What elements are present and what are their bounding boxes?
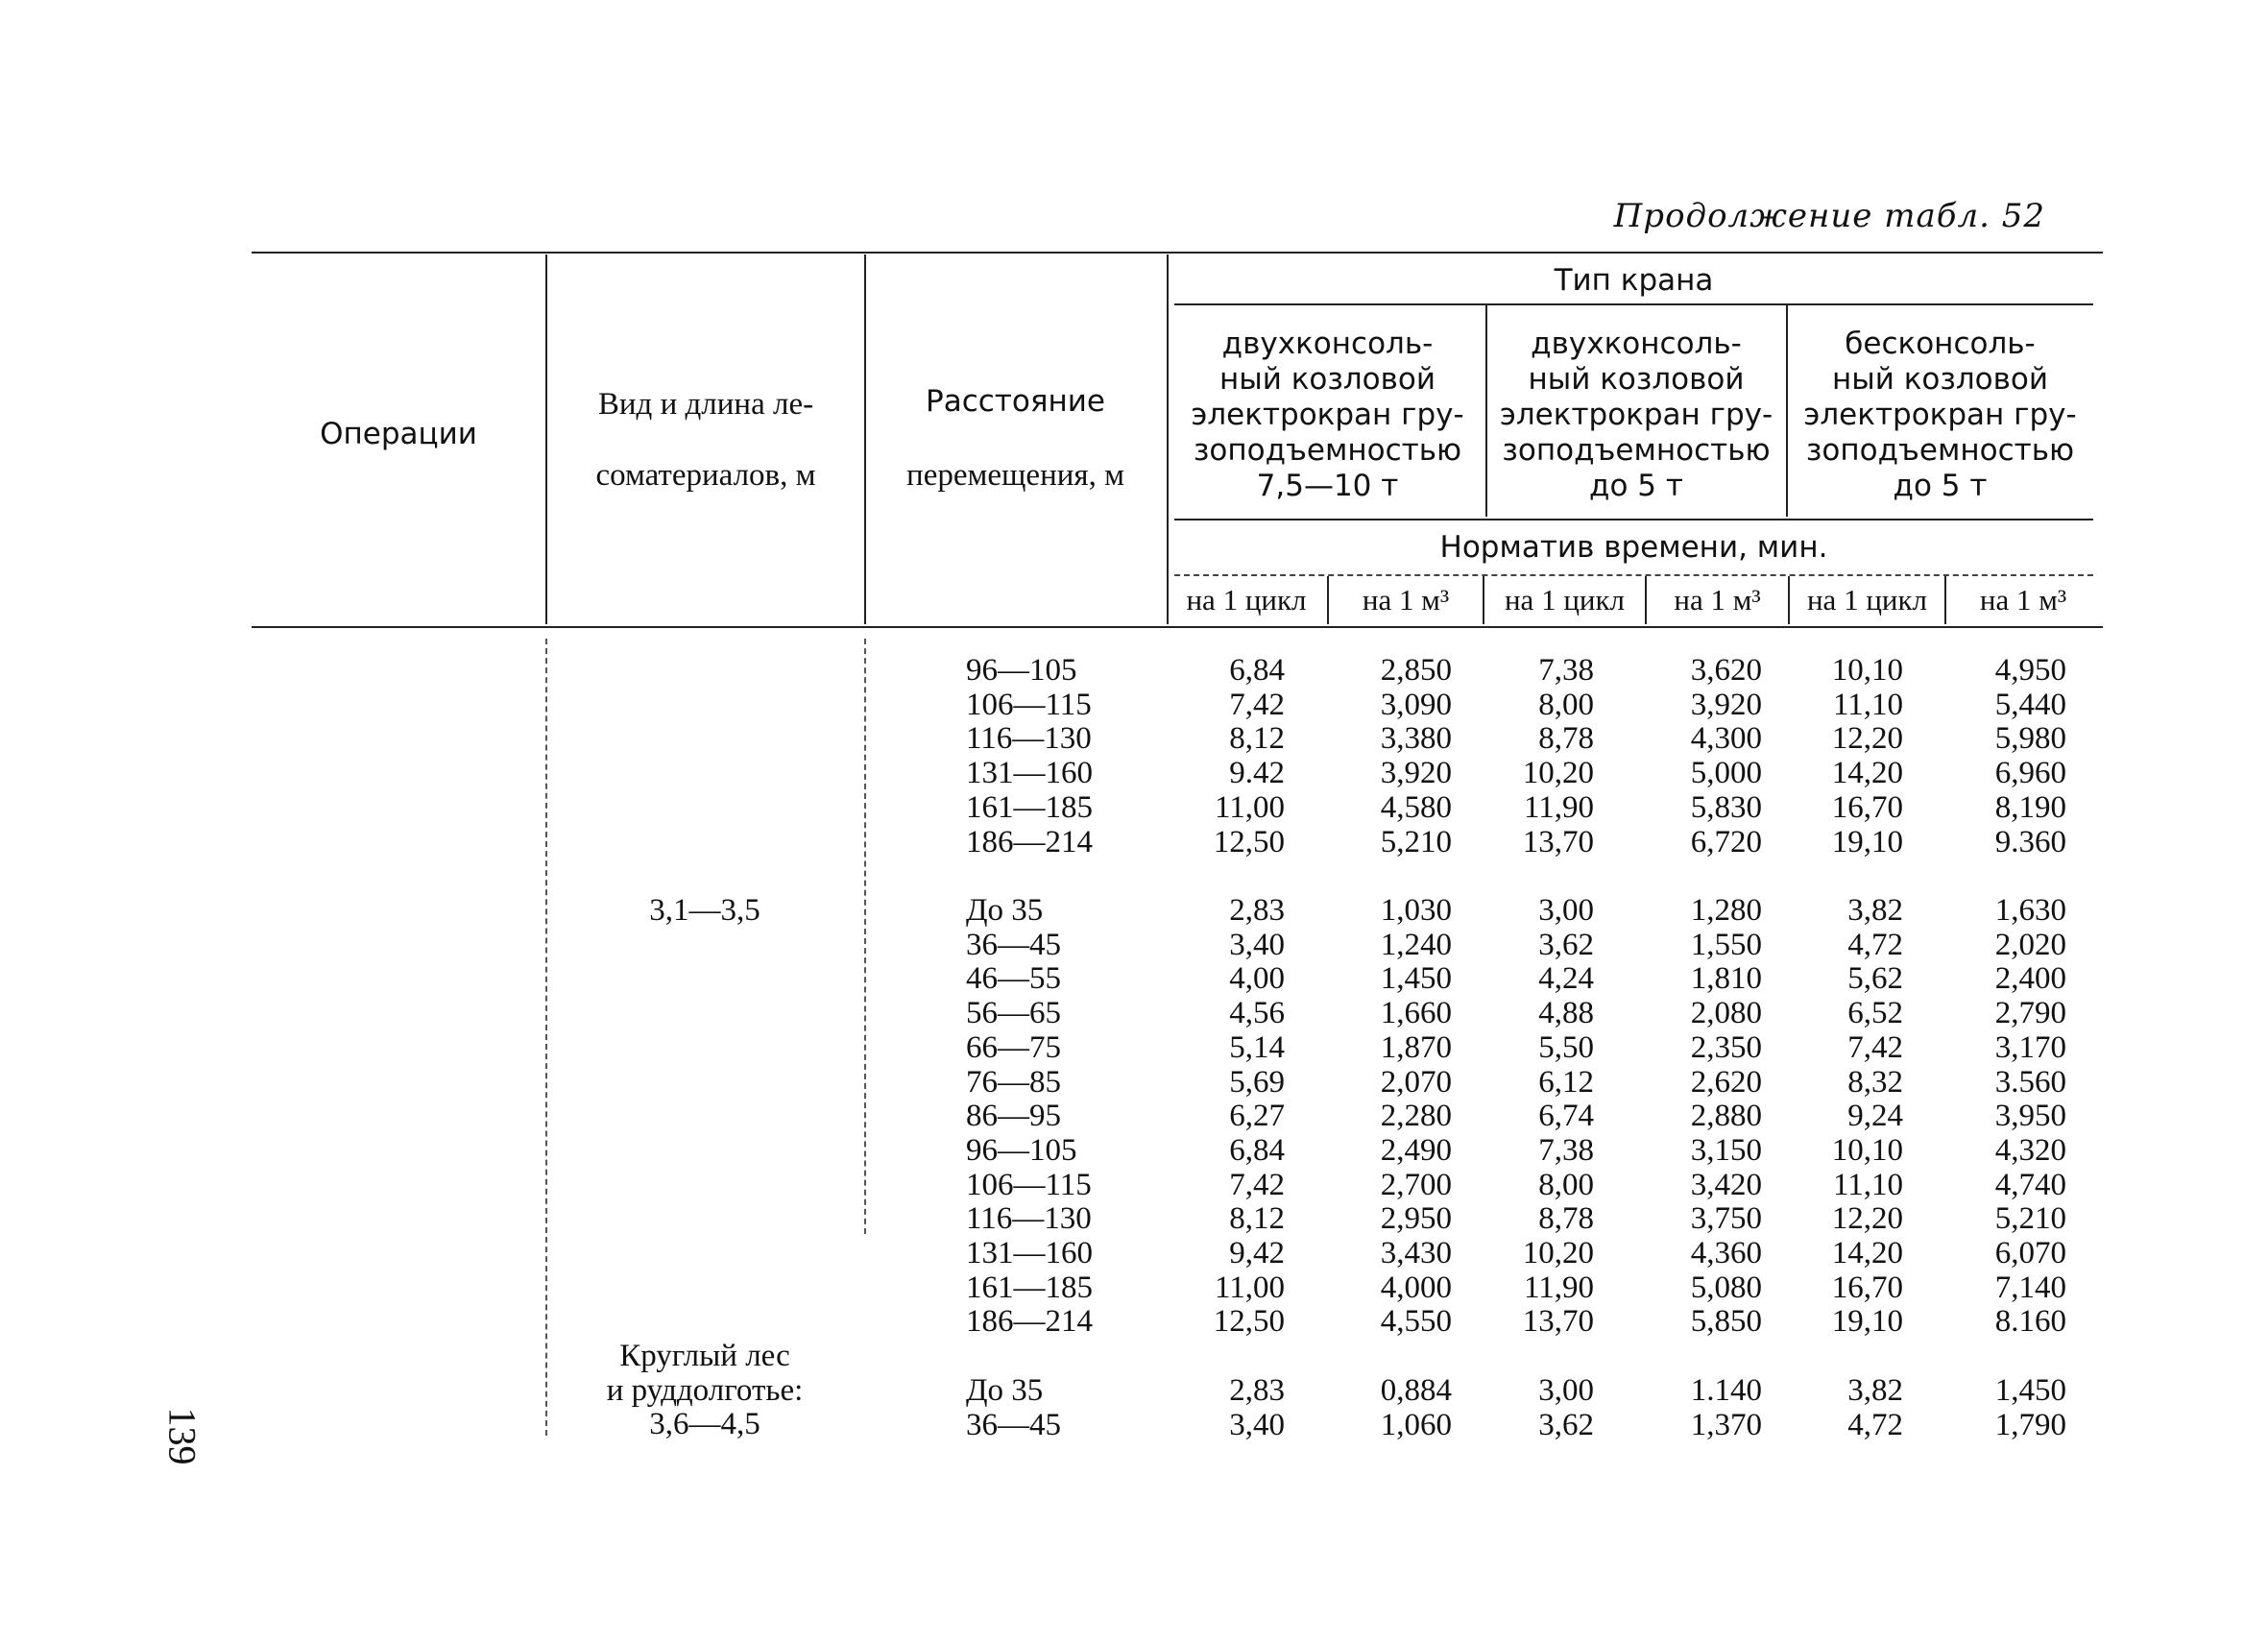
value-cell: 7,38 [1538, 653, 1594, 688]
value-cell: 6,070 [1994, 1236, 2066, 1270]
value-cell: 4,740 [1994, 1167, 2066, 1202]
value-cell: 12,20 [1831, 1201, 1903, 1237]
value-cell: 8,12 [1229, 721, 1285, 757]
value-cell: 1,550 [1690, 927, 1762, 962]
value-cell: 3,62 [1538, 1407, 1594, 1442]
value-cell: 11,10 [1832, 687, 1903, 722]
value-cell: 7,140 [1994, 1270, 2066, 1305]
crane2-line: зоподъемностью [1502, 433, 1771, 468]
crane3-line: бесконсоль- [1845, 327, 2036, 361]
value-cell: 3,40 [1229, 927, 1285, 962]
distance-cell: 106—115 [966, 1167, 1092, 1202]
value-cell: 4,950 [1994, 653, 2066, 688]
header-kind-line1: Вид и длина ле- [597, 387, 814, 422]
crane-divider-1 [1485, 305, 1487, 517]
value-cell: 4,000 [1380, 1270, 1452, 1305]
distance-cell: 116—130 [966, 1201, 1092, 1237]
value-cell: 7,42 [1847, 1029, 1903, 1065]
value-cell: 3,150 [1690, 1132, 1762, 1168]
value-cell: 6,84 [1229, 1132, 1285, 1168]
value-cell: 2,880 [1690, 1099, 1762, 1134]
value-cell: 3,920 [1380, 756, 1452, 791]
crane1-line: 7,5—10 т [1256, 469, 1399, 503]
col-divider-kind-body [864, 639, 866, 1234]
value-cell: 9.360 [1994, 824, 2066, 859]
distance-cell: 96—105 [966, 653, 1077, 688]
value-cell: 5,000 [1690, 756, 1762, 791]
value-cell: 1,630 [1994, 893, 2066, 928]
crane3-line: зоподъемностью [1805, 433, 2075, 468]
page-number: 139 [160, 1407, 205, 1465]
value-cell: 9,42 [1229, 1236, 1285, 1270]
distance-cell: 96—105 [966, 1132, 1077, 1168]
subheader-m3-1: на 1 м³ [1362, 583, 1450, 617]
value-cell: 8,78 [1538, 1201, 1594, 1237]
value-cell: 1,450 [1380, 961, 1452, 997]
crane-type-rule [1174, 303, 2093, 305]
value-cell: 2,350 [1690, 1029, 1762, 1065]
value-cell: 1,870 [1380, 1029, 1452, 1065]
value-cell: 3,380 [1380, 721, 1452, 757]
value-cell: 4,580 [1380, 789, 1452, 825]
distance-cell: 131—160 [966, 1236, 1093, 1270]
value-cell: 19,10 [1831, 824, 1903, 859]
value-cell: 6,84 [1229, 653, 1285, 688]
value-cell: 4,88 [1538, 996, 1594, 1031]
group-label: Круглый лес [619, 1339, 790, 1373]
crane-names-rule [1174, 519, 2093, 520]
crane-divider-2 [1786, 305, 1788, 517]
value-cell: 1,810 [1690, 961, 1762, 997]
value-cell: 3,950 [1994, 1099, 2066, 1134]
group-label: 3,1—3,5 [649, 893, 760, 928]
value-cell: 5,62 [1847, 961, 1903, 997]
value-cell: 3,40 [1229, 1407, 1285, 1442]
value-cell: 6,960 [1994, 756, 2066, 791]
distance-cell: 56—65 [966, 996, 1061, 1031]
value-cell: 2,700 [1380, 1167, 1452, 1202]
value-cell: 11,00 [1214, 1270, 1285, 1305]
value-cell: 5,850 [1690, 1304, 1762, 1340]
distance-cell: 76—85 [966, 1064, 1061, 1100]
value-cell: 7,42 [1229, 687, 1285, 722]
value-cell: 14,20 [1831, 1236, 1903, 1270]
crane2-line: до 5 т [1589, 469, 1683, 503]
value-cell: 11,90 [1523, 789, 1594, 825]
value-cell: 10,10 [1831, 653, 1903, 688]
subheader-m3-3: на 1 м³ [1979, 583, 2067, 617]
value-cell: 1,280 [1690, 893, 1762, 928]
value-cell: 4,300 [1690, 721, 1762, 757]
value-cell: 6,52 [1847, 996, 1903, 1031]
value-cell: 2,400 [1994, 961, 2066, 997]
crane1-line: электрокран гру- [1191, 398, 1464, 432]
value-cell: 4,360 [1690, 1236, 1762, 1270]
value-cell: 12,50 [1213, 1304, 1285, 1340]
table-top-rule [252, 252, 2103, 254]
distance-cell: 36—45 [966, 927, 1061, 962]
group-label: 3,6—4,5 [649, 1407, 760, 1442]
header-distance-line1: Расстояние [926, 384, 1105, 419]
value-cell: 10,10 [1831, 1132, 1903, 1168]
value-cell: 3,00 [1538, 893, 1594, 928]
distance-cell: 161—185 [966, 789, 1093, 825]
crane2-line: электрокран гру- [1499, 398, 1773, 432]
value-cell: 2,83 [1229, 893, 1285, 928]
value-cell: 4,56 [1229, 996, 1285, 1031]
header-distance-line2: перемещения, м [906, 458, 1124, 493]
value-cell: 4,72 [1847, 927, 1903, 962]
crane3-line: электрокран гру- [1803, 398, 2077, 432]
value-cell: 4,72 [1847, 1407, 1903, 1442]
value-cell: 3,420 [1690, 1167, 1762, 1202]
value-cell: 14,20 [1831, 756, 1903, 791]
value-cell: 1,370 [1690, 1407, 1762, 1442]
crane1-line: ный козловой [1218, 362, 1436, 397]
col-divider-operations-body [545, 639, 547, 1436]
crane2-line: двухконсоль- [1531, 327, 1742, 361]
value-cell: 3,00 [1538, 1373, 1594, 1408]
value-cell: 1,790 [1994, 1407, 2066, 1442]
distance-cell: 46—55 [966, 961, 1061, 997]
value-cell: 1,060 [1380, 1407, 1452, 1442]
value-cell: 7,38 [1538, 1132, 1594, 1168]
col-divider-distance [1167, 254, 1169, 624]
value-cell: 3,170 [1994, 1029, 2066, 1065]
value-cell: 5,080 [1690, 1270, 1762, 1305]
value-cell: 2,950 [1380, 1201, 1452, 1237]
value-cell: 5,14 [1229, 1029, 1285, 1065]
value-cell: 3,82 [1847, 893, 1903, 928]
value-cell: 3,430 [1380, 1236, 1452, 1270]
value-cell: 10,20 [1522, 756, 1594, 791]
value-cell: 19,10 [1831, 1304, 1903, 1340]
value-cell: 16,70 [1831, 1270, 1903, 1305]
value-cell: 6,12 [1538, 1064, 1594, 1100]
distance-cell: 86—95 [966, 1099, 1061, 1134]
value-cell: 11,00 [1214, 789, 1285, 825]
value-cell: 8,190 [1994, 789, 2066, 825]
value-cell: 6,720 [1690, 824, 1762, 859]
value-cell: 16,70 [1831, 789, 1903, 825]
crane2-line: ный козловой [1528, 362, 1745, 397]
value-cell: 5,440 [1994, 687, 2066, 722]
col-divider-operations [545, 254, 547, 624]
value-cell: 9.42 [1229, 756, 1285, 791]
distance-cell: До 35 [966, 893, 1044, 928]
header-crane-type: Тип крана [1554, 263, 1714, 298]
value-cell: 13,70 [1522, 1304, 1594, 1340]
header-crane-2 [1488, 327, 1784, 504]
value-cell: 8,00 [1538, 687, 1594, 722]
header-operations: Операции [320, 417, 477, 451]
value-cell: 10,20 [1522, 1236, 1594, 1270]
crane3-line: до 5 т [1893, 469, 1988, 503]
value-cell: 5,50 [1538, 1029, 1594, 1065]
value-cell: 3,750 [1690, 1201, 1762, 1237]
value-cell: 4,320 [1994, 1132, 2066, 1168]
header-norm: Норматив времени, мин. [1439, 530, 1828, 565]
value-cell: 3,090 [1380, 687, 1452, 722]
norm-rule [1174, 574, 2093, 576]
value-cell: 1,030 [1380, 893, 1452, 928]
value-cell: 8.160 [1994, 1304, 2066, 1340]
value-cell: 2,620 [1690, 1064, 1762, 1100]
value-cell: 9,24 [1847, 1099, 1903, 1134]
header-bottom-rule [252, 626, 2103, 628]
value-cell: 1,660 [1380, 996, 1452, 1031]
value-cell: 4,00 [1229, 961, 1285, 997]
table-caption: Продолжение табл. 52 [1613, 197, 2045, 235]
value-cell: 1,240 [1380, 927, 1452, 962]
value-cell: 2,490 [1380, 1132, 1452, 1168]
value-cell: 12,20 [1831, 721, 1903, 757]
value-cell: 6,27 [1229, 1099, 1285, 1134]
value-cell: 3,620 [1690, 653, 1762, 688]
value-cell: 13,70 [1522, 824, 1594, 859]
value-cell: 2,020 [1994, 927, 2066, 962]
value-cell: 5,830 [1690, 789, 1762, 825]
distance-cell: 131—160 [966, 756, 1093, 791]
distance-cell: До 35 [966, 1373, 1044, 1408]
subheader-cycle-3: на 1 цикл [1806, 583, 1928, 617]
distance-cell: 106—115 [966, 687, 1092, 722]
distance-cell: 161—185 [966, 1270, 1093, 1305]
value-cell: 2,83 [1229, 1373, 1285, 1408]
value-cell: 4,24 [1538, 961, 1594, 997]
value-cell: 11,90 [1523, 1270, 1594, 1305]
value-cell: 5,980 [1994, 721, 2066, 757]
value-cell: 0,884 [1380, 1373, 1452, 1408]
subheader-cycle-1: на 1 цикл [1186, 583, 1307, 617]
value-cell: 12,50 [1213, 824, 1285, 859]
value-cell: 6,74 [1538, 1099, 1594, 1134]
crane1-line: зоподъемностью [1193, 433, 1462, 468]
value-cell: 2,850 [1380, 653, 1452, 688]
col-divider-kind [864, 254, 866, 624]
distance-cell: 186—214 [966, 1304, 1093, 1340]
header-crane-1 [1171, 327, 1484, 504]
value-cell: 8,78 [1538, 721, 1594, 757]
subheader-m3-2: на 1 м³ [1674, 583, 1761, 617]
value-cell: 1.140 [1690, 1373, 1762, 1408]
value-cell: 8,00 [1538, 1167, 1594, 1202]
value-cell: 8,12 [1229, 1201, 1285, 1237]
distance-cell: 36—45 [966, 1407, 1061, 1442]
value-cell: 3.560 [1994, 1064, 2066, 1100]
header-kind-line2: соматериалов, м [595, 458, 816, 493]
header-crane-3 [1789, 327, 2091, 504]
value-cell: 2,790 [1994, 996, 2066, 1031]
crane1-line: двухконсоль- [1221, 327, 1434, 361]
value-cell: 8,32 [1847, 1064, 1903, 1100]
value-cell: 5,210 [1380, 824, 1452, 859]
value-cell: 2,070 [1380, 1064, 1452, 1100]
value-cell: 3,82 [1847, 1373, 1903, 1408]
crane3-line: ный козловой [1831, 362, 2049, 397]
value-cell: 5,69 [1229, 1064, 1285, 1100]
distance-cell: 116—130 [966, 721, 1092, 757]
value-cell: 2,280 [1380, 1099, 1452, 1134]
group-label: и руддолготье: [606, 1372, 804, 1408]
value-cell: 2,080 [1690, 996, 1762, 1031]
value-cell: 7,42 [1229, 1167, 1285, 1202]
value-cell: 1,450 [1994, 1373, 2066, 1408]
distance-cell: 186—214 [966, 824, 1093, 859]
value-cell: 3,920 [1690, 687, 1762, 722]
distance-cell: 66—75 [966, 1029, 1061, 1065]
value-cell: 3,62 [1538, 927, 1594, 962]
value-cell: 11,10 [1832, 1167, 1903, 1202]
value-cell: 4,550 [1380, 1304, 1452, 1340]
value-cell: 5,210 [1994, 1201, 2066, 1237]
subheader-cycle-2: на 1 цикл [1504, 583, 1626, 617]
